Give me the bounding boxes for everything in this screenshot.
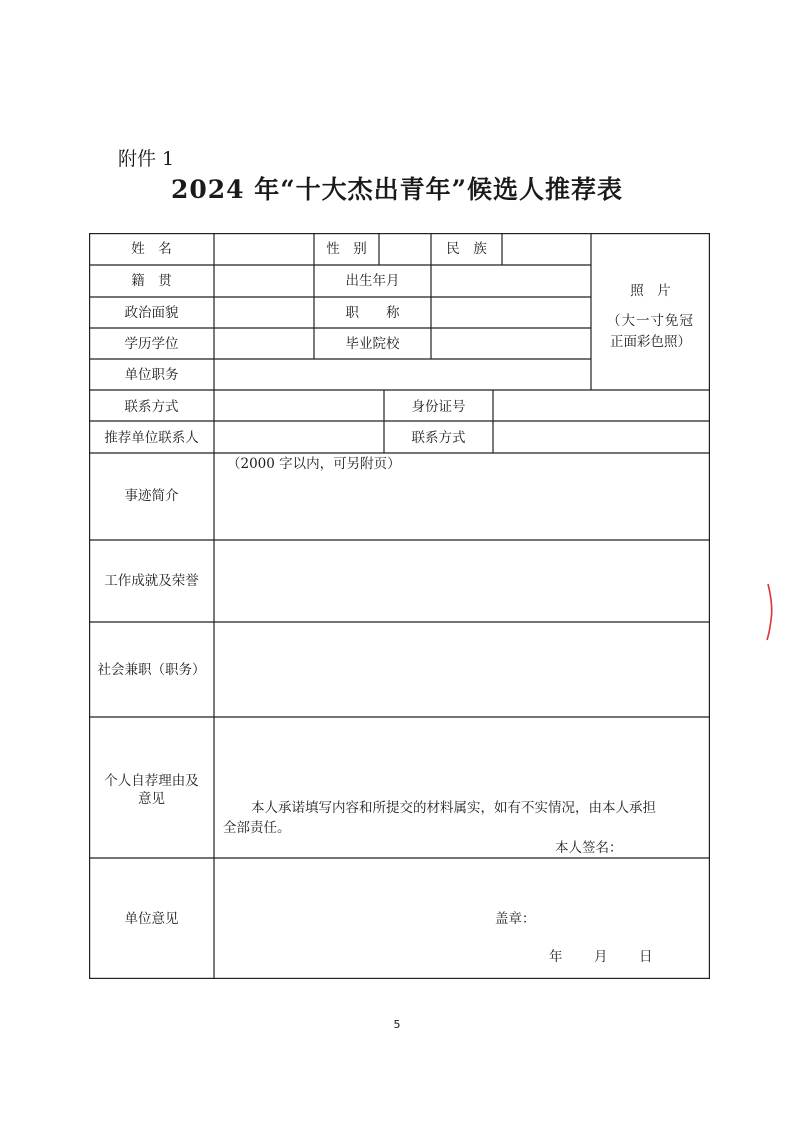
- unit-opinion-label: 单位意见: [124, 911, 179, 927]
- social-field[interactable]: [215, 623, 709, 716]
- photo-box[interactable]: [592, 234, 709, 389]
- title-label: 职 称: [345, 305, 400, 321]
- deeds-label: 事迹简介: [124, 488, 179, 504]
- name-field[interactable]: [215, 234, 313, 264]
- red-seal-edge-mark: [762, 582, 776, 642]
- photo-note-line1: （大一寸免冠: [607, 313, 694, 329]
- contact-field[interactable]: [215, 391, 383, 420]
- contact2-field[interactable]: [494, 422, 709, 452]
- recommender-contact-label: 推荐单位联系人: [104, 430, 199, 446]
- id-field[interactable]: [494, 391, 709, 420]
- deeds-note: （2000 字以内，可另附页）: [227, 456, 401, 472]
- achievements-label: 工作成就及荣誉: [104, 573, 199, 589]
- signature-label: 本人签名：: [555, 840, 623, 856]
- contact2-label: 联系方式: [411, 430, 466, 446]
- position-field[interactable]: [215, 360, 590, 389]
- gender-label: 性 别: [326, 241, 367, 257]
- ethnicity-field[interactable]: [503, 234, 590, 264]
- self-rec-field[interactable]: [215, 718, 709, 857]
- school-label: 毕业院校: [345, 336, 400, 352]
- deeds-field[interactable]: [215, 454, 709, 539]
- political-label: 政治面貌: [124, 305, 179, 321]
- gender-field[interactable]: [380, 234, 430, 264]
- recommender-contact-field[interactable]: [215, 422, 383, 452]
- self-rec-label-line2: 意见: [138, 791, 165, 807]
- social-label: 社会兼职（职务）: [97, 662, 206, 678]
- name-label: 姓 名: [131, 241, 172, 257]
- self-rec-label-line1: 个人自荐理由及: [104, 773, 199, 789]
- education-field[interactable]: [215, 329, 313, 358]
- photo-label: 照 片: [630, 283, 671, 299]
- date-month: 月: [594, 949, 608, 965]
- date-day: 日: [639, 949, 653, 965]
- recommendation-form: [89, 233, 710, 979]
- ethnicity-label: 民 族: [446, 241, 487, 257]
- pledge-line1: 本人承诺填写内容和所提交的材料属实，如有不实情况，由本人承担: [251, 800, 656, 816]
- photo-note-line2: 正面彩色照）: [610, 334, 691, 350]
- birth-label: 出生年月: [345, 273, 400, 289]
- native-place-label: 籍 贯: [131, 273, 172, 289]
- attachment-label: 附件 1: [118, 148, 175, 170]
- pledge-line2: 全部责任。: [223, 820, 291, 836]
- achievements-field[interactable]: [215, 541, 709, 621]
- school-field[interactable]: [432, 329, 590, 358]
- birth-field[interactable]: [432, 266, 590, 296]
- seal-label: 盖章：: [495, 911, 536, 927]
- native-place-field[interactable]: [215, 266, 313, 296]
- unit-opinion-field[interactable]: [215, 859, 709, 978]
- id-label: 身份证号: [411, 399, 466, 415]
- date-year: 年: [549, 949, 563, 965]
- page-number: 5: [393, 1018, 401, 1031]
- education-label: 学历学位: [124, 336, 179, 352]
- political-field[interactable]: [215, 298, 313, 327]
- position-label: 单位职务: [124, 367, 179, 383]
- title-field[interactable]: [432, 298, 590, 327]
- contact-label: 联系方式: [124, 399, 179, 415]
- page-title: 2024 年“十大杰出青年”候选人推荐表: [170, 175, 624, 204]
